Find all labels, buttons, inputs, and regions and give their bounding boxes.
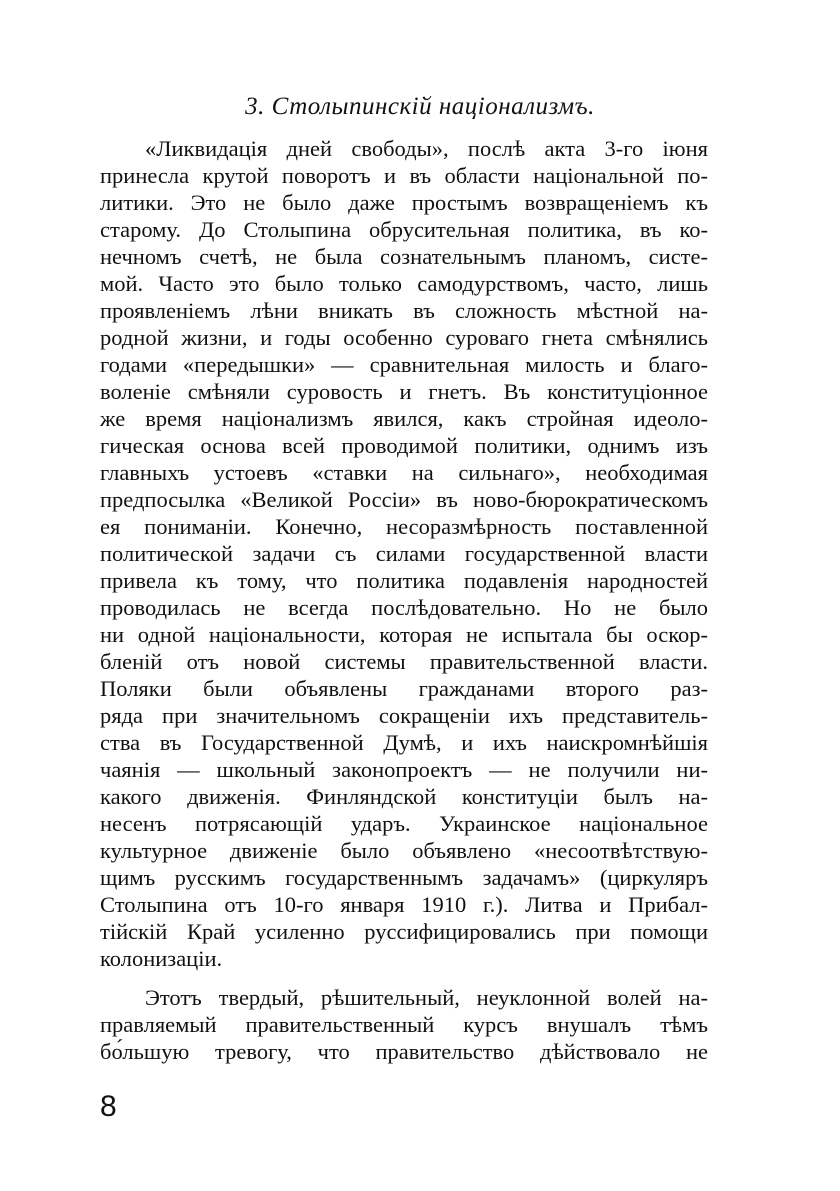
text-line: принесла крутой поворотъ и въ области національной по-: [100, 163, 708, 188]
paragraph-1: [100, 135, 708, 972]
text-line: литики. Это не было даже простымъ возвращеніемъ къ: [100, 190, 708, 215]
text-line: воленіе смѣняли суровость и гнетъ. Въ конституціонное: [100, 379, 708, 404]
text-line: правляемый правительственный курсъ внушалъ тѣмъ: [100, 1012, 708, 1037]
text-line: несенъ потрясающій ударъ. Украинское національное: [100, 811, 708, 836]
text-line: политической задачи съ силами государственной власти: [100, 541, 708, 566]
text-line: культурное движеніе было объявлено «несоотвѣтствую-: [100, 838, 708, 863]
text-line: тійскій Край усиленно руссифицировались при помощи: [100, 919, 708, 944]
text-line: Столыпина отъ 10-го января 1910 г.). Литва и Прибал-: [100, 892, 708, 917]
section-heading: 3. Столыпинскій націонализмъ.: [245, 93, 595, 120]
text-line: годами «передышки» — сравнительная милость и благо-: [100, 352, 708, 377]
text-line: нечномъ счетѣ, не была сознательнымъ планомъ, систе-: [100, 244, 708, 269]
body-text: [100, 135, 708, 1065]
text-line: привела къ тому, что политика подавленія народностей: [100, 568, 708, 593]
text-line: мой. Часто это было только самодурствомъ, часто, лишь: [100, 271, 708, 296]
text-line: родной жизни, и годы особенно суроваго гнета смѣнялись: [100, 325, 708, 350]
text-line: же время націонализмъ явился, какъ стройная идеоло-: [100, 406, 708, 431]
text-line: щимъ русскимъ государственнымъ задачамъ» (циркуляръ: [100, 865, 708, 890]
text-line: проявленіемъ лѣни вникать въ сложность мѣстной на-: [100, 298, 708, 323]
text-line: проводилась не всегда послѣдовательно. Но не было: [100, 595, 708, 620]
text-line: ея пониманіи. Конечно, несоразмѣрность поставленной: [100, 514, 708, 539]
text-line: Поляки были объявлены гражданами второго раз-: [100, 676, 708, 701]
text-line: главныхъ устоевъ «ставки на сильнаго», необходимая: [100, 460, 708, 485]
paragraph-gap: [100, 972, 708, 984]
page-number: 8: [100, 1090, 117, 1123]
text-line: Этотъ твердый, рѣшительный, неуклонной волей на-: [145, 985, 708, 1010]
text-line: ряда при значительномъ сокращеніи ихъ представитель-: [100, 703, 708, 728]
text-line: чаянія — школьный законопроектъ — не получили ни-: [100, 757, 708, 782]
text-line: старому. До Столыпина обрусительная политика, въ ко-: [100, 217, 708, 242]
text-line: бленій отъ новой системы правительственной власти.: [100, 649, 708, 674]
text-line: ства въ Государственной Думѣ, и ихъ наискромнѣйшія: [100, 730, 708, 755]
text-line: гическая основа всей проводимой политики, однимъ изъ: [100, 433, 708, 458]
text-line: предпосылка «Великой Россіи» въ ново-бюрократическомъ: [100, 487, 708, 512]
text-line: ни одной національности, которая не испытала бы оскор-: [100, 622, 708, 647]
text-line: бо́льшую тревогу, что правительство дѣйствовало не: [100, 1039, 708, 1064]
text-line: колонизаціи.: [100, 946, 223, 971]
text-line: «Ликвидація дней свободы», послѣ акта 3-го іюня: [145, 136, 708, 161]
text-line: какого движенія. Финляндской конституціи былъ на-: [100, 784, 708, 809]
paragraph-2: [100, 984, 708, 1065]
